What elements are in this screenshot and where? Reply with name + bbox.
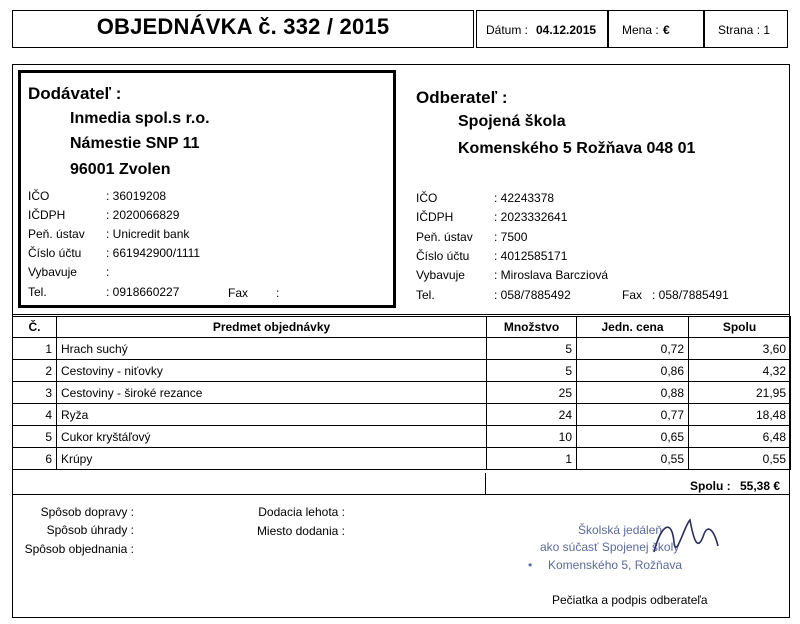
row-number: 5 <box>13 426 57 448</box>
page-number: Strana : 1 <box>718 23 771 37</box>
stamp-dot-icon: • <box>528 558 533 572</box>
table-row <box>13 404 791 426</box>
stamp-text-line: ako súčasť Spojenej školy <box>540 540 680 554</box>
customer-field-label: IČO <box>416 191 438 205</box>
table-row <box>13 360 791 382</box>
row-total: 6,48 <box>689 426 791 448</box>
table-header-row <box>13 317 791 338</box>
customer-field-value: : Miroslava Barcziová <box>494 268 609 282</box>
customer-field-value: : 42243378 <box>494 191 555 205</box>
supplier-field-label: Vybavuje <box>28 265 77 279</box>
row-number: 3 <box>13 382 57 404</box>
supplier-fax-label: Fax <box>228 286 249 300</box>
row-qty: 25 <box>487 382 577 404</box>
customer-field-label: IČDPH <box>416 210 454 224</box>
customer-name: Spojená škola <box>458 113 566 130</box>
customer-field-label: Peň. ústav <box>416 230 473 244</box>
supplier-name: Inmedia spol.s r.o. <box>70 110 210 127</box>
customer-field-value: : 4012585171 <box>494 249 568 263</box>
col-header-qty: Množstvo <box>487 317 577 338</box>
row-unit-price: 0,77 <box>577 404 689 426</box>
table-row <box>13 426 791 448</box>
customer-heading: Odberateľ : <box>416 88 508 107</box>
row-total: 18,48 <box>689 404 791 426</box>
col-header-total: Spolu <box>689 317 791 338</box>
customer-field-label: Vybavuje <box>416 268 465 282</box>
sum-label: Spolu : <box>690 479 731 493</box>
signature-caption: Pečiatka a podpis odberateľa <box>552 593 708 607</box>
row-number: 1 <box>13 338 57 360</box>
row-qty: 24 <box>487 404 577 426</box>
payment-label: Spôsob úhrady : <box>46 523 134 537</box>
supplier-field-label: IČDPH <box>28 208 66 222</box>
row-qty: 5 <box>487 338 577 360</box>
stamp-text-line: Komenského 5, Rožňava <box>548 558 683 572</box>
row-unit-price: 0,88 <box>577 382 689 404</box>
supplier-field-label: Číslo účtu <box>28 246 82 260</box>
section-divider <box>12 314 790 315</box>
supplier-city: 96001 Zvolen <box>70 161 171 178</box>
col-header-unit-price: Jedn. cena <box>577 317 689 338</box>
delivery-term-label: Dodacia lehota : <box>258 505 345 519</box>
supplier-field-label: IČO <box>28 189 50 203</box>
row-unit-price: 0,55 <box>577 448 689 470</box>
row-item: Ryža <box>57 404 487 426</box>
table-row <box>13 382 791 404</box>
supplier-field-value: : 36019208 <box>106 189 167 203</box>
page-title: OBJEDNÁVKA č. 332 / 2015 <box>96 14 390 39</box>
row-total: 3,60 <box>689 338 791 360</box>
col-header-no: Č. <box>13 317 57 338</box>
row-total: 0,55 <box>689 448 791 470</box>
row-qty: 1 <box>487 448 577 470</box>
supplier-heading: Dodávateľ : <box>28 84 122 103</box>
customer-fax-label: Fax <box>622 288 643 302</box>
supplier-field-value: : 661942900/1111 <box>106 246 201 260</box>
row-unit-price: 0,86 <box>577 360 689 382</box>
row-qty: 5 <box>487 360 577 382</box>
row-number: 4 <box>13 404 57 426</box>
ordering-label: Spôsob objednania : <box>24 542 134 556</box>
items-table <box>12 316 791 470</box>
row-item: Cestoviny - široké rezance <box>57 382 487 404</box>
supplier-field-label: Peň. ústav <box>28 227 85 241</box>
customer-field-label: Tel. <box>416 288 435 302</box>
row-unit-price: 0,65 <box>577 426 689 448</box>
row-number: 2 <box>13 360 57 382</box>
row-total: 21,95 <box>689 382 791 404</box>
table-row <box>13 338 791 360</box>
customer-fax-value: : 058/7885491 <box>652 288 729 302</box>
row-item: Cukor kryštáľový <box>57 426 487 448</box>
supplier-field-value: : 2020066829 <box>106 208 180 222</box>
table-row <box>13 448 791 470</box>
footer-divider <box>12 494 790 495</box>
supplier-fax-value: : <box>276 286 280 300</box>
row-item: Krúpy <box>57 448 487 470</box>
row-unit-price: 0,72 <box>577 338 689 360</box>
signature-icon <box>648 512 728 572</box>
row-item: Hrach suchý <box>57 338 487 360</box>
date-label: Dátum : <box>486 23 529 37</box>
date-value: 04.12.2015 <box>536 23 597 37</box>
currency-label: Mena : <box>622 23 659 37</box>
sum-value: 55,38 € <box>740 479 781 493</box>
currency-value: € <box>663 23 670 37</box>
customer-field-value: : 2023332641 <box>494 210 568 224</box>
supplier-field-label: Tel. <box>28 285 47 299</box>
transport-label: Spôsob dopravy : <box>40 505 134 519</box>
row-qty: 10 <box>487 426 577 448</box>
supplier-field-value: : <box>106 265 110 279</box>
customer-field-label: Číslo účtu <box>416 249 470 263</box>
supplier-street: Námestie SNP 11 <box>70 135 200 152</box>
row-total: 4,32 <box>689 360 791 382</box>
delivery-place-label: Miesto dodania : <box>256 524 345 538</box>
row-item: Cestoviny - niťovky <box>57 360 487 382</box>
supplier-field-value: : Unicredit bank <box>106 227 190 241</box>
customer-field-value: : 058/7885492 <box>494 288 571 302</box>
customer-address: Komenského 5 Rožňava 048 01 <box>458 140 696 157</box>
col-header-item: Predmet objednávky <box>57 317 487 338</box>
supplier-field-value: : 0918660227 <box>106 285 180 299</box>
customer-field-value: : 7500 <box>494 230 528 244</box>
stamp-text-line: Školská jedáleň <box>578 523 663 537</box>
row-number: 6 <box>13 448 57 470</box>
